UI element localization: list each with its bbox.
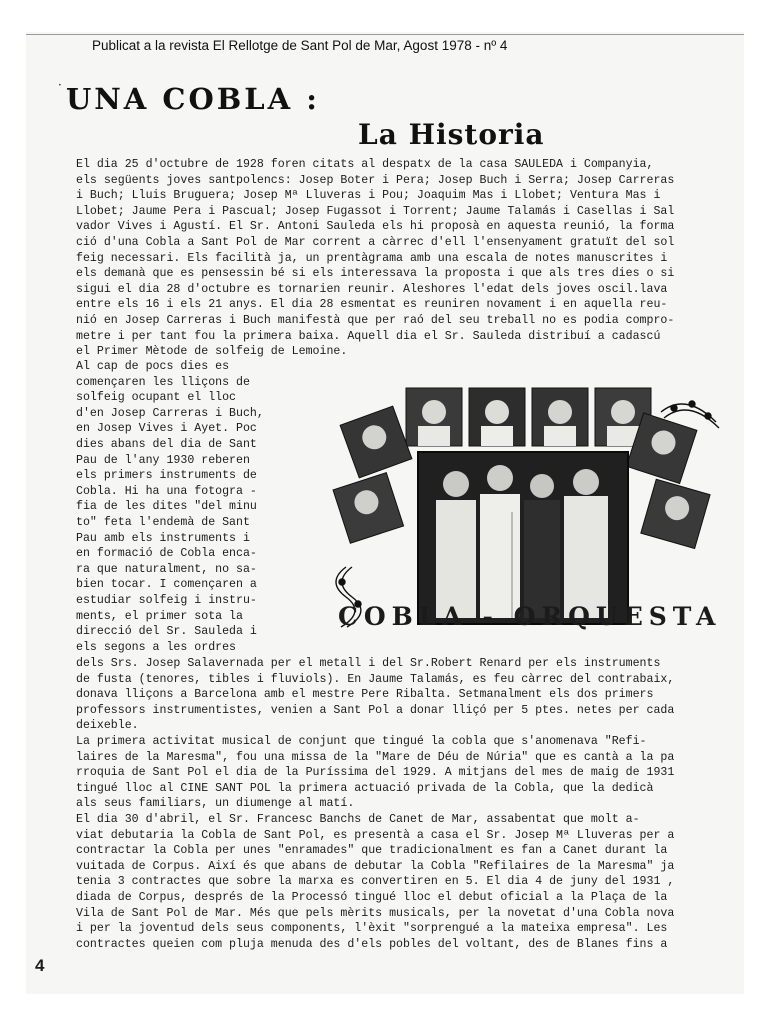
publication-header: Publicat a la revista El Rellotge de Sant Pol de Mar, Agost 1978 - nº 4 [92,38,508,53]
text-line: dels Srs. Josep Salavernada per el metall i del Sr.Robert Renard per els instruments [76,657,661,670]
text-line: professors instrumentistes, venien a Sant Pol a donar lliçó per 5 ptes. netes per cada [76,703,675,717]
text-line: viat debutaria la Cobla de Sant Pol, es presentà a casa el Sr. Josep Mª Lluveras per a [76,828,675,842]
paragraph-5 [76,812,734,952]
text-line: Al cap de pocs dies es [76,360,230,373]
portrait-row-top [406,388,651,446]
text-line: laires de la Maresma", fou una missa de la "Mare de Déu de Núria" que es cantà a la pa [76,750,675,764]
group-photo [418,452,628,624]
text-line: els següents joves santpolencs: Josep Boter i Pera; Josep Buch i Serra; Josep Carreras [76,173,675,187]
text-line: nió en Josep Carreras i Buch manifestà que per raó del seu treball no es podia compro- [76,313,675,327]
text-line: to" feta l'endemà de Sant [76,515,250,529]
text-line: vuitada de Corpus. Així és que abans de debutar la Cobla "Refilaires de la Maresma" ja [76,859,675,873]
text-line: Cobla. Hi ha una fotogra - [76,484,257,498]
text-line: fia de les dites "del minu [76,500,257,514]
paragraph-3 [76,656,734,734]
text-line: ció d'una Cobla a Sant Pol de Mar corrent a càrrec d'ell l'ensenyament gratuït del sol [76,235,675,249]
text-line: feig necessari. Els facilità ja, un prentàgrama amb una escala de notes manuscrites i [76,251,668,265]
ink-mark: · [58,78,62,92]
article-subtitle: La Historia [358,118,545,151]
text-line: Pau de l'any 1930 reberen [76,453,250,467]
text-line: contractes queien com pluja menuda des d'els pobles del voltant, des de Blanes fins a [76,937,668,951]
paragraph-2 [76,359,276,655]
portrait-right-lower [641,479,710,548]
text-line: estudiar solfeig i instru- [76,593,257,607]
text-line: rroquia de Sant Pol el dia de la Puríssima del 1929. A mitjans del mes de maig de 1931 [76,766,675,780]
text-line: de fusta (tenores, tibles i fluviols). En Jaume Talamás, es feu càrrec del contrabaix, [76,672,675,686]
text-line: ments, el primer sota la [76,609,243,623]
text-line: els demanà que es pensessin bé si els interessava la proposta i que als tres dies o si [76,267,675,281]
text-line: solfeig ocupant el lloc [76,391,237,405]
text-line: els primers instruments de [76,469,257,483]
paragraph-4 [76,734,734,812]
text-line: ra que naturalment, no sa- [76,562,257,576]
text-line: vador Vives i Agustí. El Sr. Antoni Sauleda els hi proposà en aquesta reunió, la forma [76,220,675,234]
text-line: començaren les lliçons de [76,375,250,389]
text-line: els segons a les ordres [76,640,237,654]
text-line: donava lliçons a Barcelona amb el mestre Pere Ribalta. Setmanalment els dos primers [76,688,654,702]
text-line: El dia 30 d'abril, el Sr. Francesc Banchs de Canet de Mar, assabentat que molt a- [76,813,640,826]
text-line: dies abans del dia de Sant [76,437,257,451]
portrait-left-lower [333,473,404,544]
paragraph-1 [76,157,734,360]
text-line: en formació de Cobla enca- [76,547,257,561]
text-line: contractar la Cobla per unes "enramades" que tradicionalment es fan a Canet durant la [76,844,668,858]
text-line: Llobet; Jaume Pera i Pascual; Josep Fugassot i Torrent; Jaume Talamás i Casellas i Sal [76,204,675,218]
text-line: als seus familiars, un diumenge al matí. [76,797,355,811]
text-line: direcció del Sr. Sauleda i [76,625,257,639]
text-line: d'en Josep Carreras i Buch, [76,406,264,420]
text-line: i Buch; Lluis Bruguera; Josep Mª Lluveras i Pou; Joaquim Mas i Llobet; Ventura Mas i [76,189,661,203]
article-title: UNA COBLA : [66,82,320,116]
top-rule [26,34,744,35]
scanned-page [26,32,744,994]
photo-caption: COBLA - ORQUESTA [338,602,722,631]
text-line: La primera activitat musical de conjunt que tingué la cobla que s'anomenava "Refi- [76,735,647,748]
text-line: deixeble. [76,719,139,733]
text-line: entre els 16 i els 21 anys. El dia 28 esmentat es reuniren novament i en aquella reu- [76,298,668,312]
cobla-photo-collage [306,382,726,637]
text-line: i per la joventud dels seus components, l'èxit "sorprengué a la mateixa empresa". Les [76,922,668,936]
text-line: Vila de Sant Pol de Mar. Més que pels mèrits musicals, per la novetat d'una Cobla nova [76,906,675,920]
text-line: bien tocar. I començaren a [76,578,257,592]
portrait-left-upper [340,406,412,478]
text-line: El dia 25 d'octubre de 1928 foren citats al despatx de la casa SAULEDA i Companyia, [76,158,654,171]
text-line: sigui el dia 28 d'octubre es tornarien reunir. Aleshores l'edat dels joves oscil.lava [76,282,668,296]
text-line: metre i per tant fou la primera baixa. Aquell dia el Sr. Sauleda distribuí a cadascú [76,329,661,343]
page-number: 4 [35,956,45,975]
text-line: tenia 3 contractes que sobre la marxa es convertiren en 5. El dia 4 de juny del 1931 , [76,875,675,889]
text-line: en Josep Vives i Ayet. Poc [76,422,257,436]
text-line: tingué lloc al CINE SANT POL la primera actuació privada de la Cobla, que la dedicà [76,781,654,795]
text-line: el Primer Mètode de solfeig de Lemoine. [76,345,348,359]
text-line: Pau amb els instruments i [76,531,250,545]
text-line: diada de Corpus, després de la Processó tingué lloc el debut oficial a la Plaça de la [76,890,668,904]
